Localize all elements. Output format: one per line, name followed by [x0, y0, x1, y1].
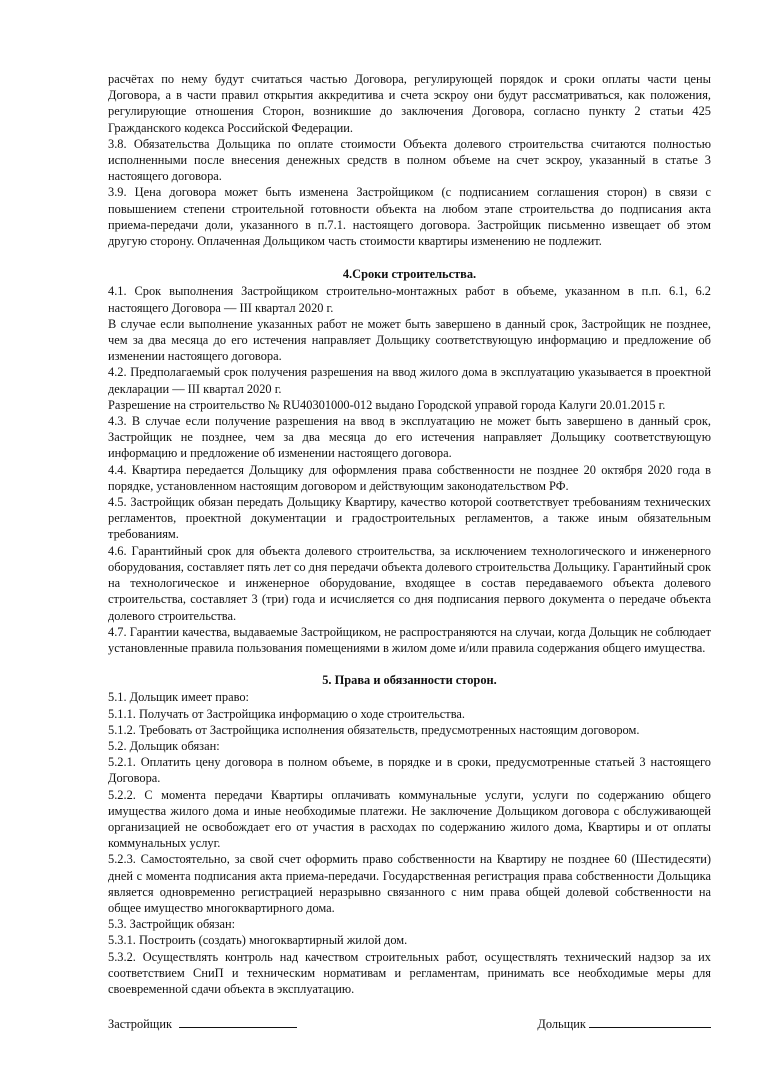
- contract-section: [108, 71, 711, 249]
- contract-clause: 5.1. Дольщик имеет право:: [108, 690, 250, 705]
- contract-section: [108, 672, 711, 997]
- contract-clause: 5.1.2. Требовать от Застройщика исполнения обязательств, предусмотренных настоящим договором.: [108, 722, 640, 737]
- contract-clause: 4.4. Квартира передается Дольщику для оформления права собственности не позднее 20 октября 2020 года в порядке, установленном настоящим договором и действующим законодательством РФ.: [108, 462, 711, 493]
- contract-clause: 5.3. Застройщик обязан:: [108, 917, 236, 932]
- contract-clause: расчётах по нему будут считаться частью Договора, регулирующей порядок и сроки оплаты части цены Договора, а в части правил открытия аккредитива и счета эскроу они будут рассматриваться, как положения, регулирующие отношения Сторон, возникшие до заключения Договора, согласно пункту 2 статьи 425 Гражданского кодекса Российской Федерации.: [108, 72, 711, 135]
- contract-clause: 4.1. Срок выполнения Застройщиком строительно-монтажных работ в объеме, указанном в п.п. 6.1, 6.2 настоящего Договора — III квартал 2020 г.: [108, 284, 711, 315]
- contract-clause: 4.2. Предполагаемый срок получения разрешения на ввод жилого дома в эксплуатацию указывается в проектной декларации — III квартал 2020 г.: [108, 365, 711, 396]
- contract-clause: 5.2. Дольщик обязан:: [108, 738, 220, 753]
- contract-clause: 5.1.1. Получать от Застройщика информацию о ходе строительства.: [108, 706, 466, 721]
- contract-clause: 5.2.2. С момента передачи Квартиры оплачивать коммунальные услуги, услуги по содержанию общего имущества жилого дома и иные необходимые платежи. Не заключение Дольщиком договора с обслуживающей организацией не освобождает его от участия в расходах по содержанию жилого дома, Квартиры и от оплаты коммунальных услуг.: [108, 787, 711, 851]
- developer-signature-line: [179, 1015, 297, 1028]
- contract-sections: [108, 71, 711, 997]
- contract-clause: 5.3.2. Осуществлять контроль над качеством строительных работ, осуществлять технический надзор за их соответствием СниП и техническим нормативам и регламентам, принимать все необходимые меры для своевременной сдачи объекта в эксплуатацию.: [108, 949, 711, 996]
- contract-clause: В случае если выполнение указанных работ не может быть завершено в данный срок, Застройщик не позднее, чем за два месяца до его истечения направляет Дольщику соответствующую информацию и предложение об изменении настоящего договора.: [108, 316, 711, 364]
- contract-clause: 4.5. Застройщик обязан передать Дольщику Квартиру, качество которой соответствует требованиям технических регламентов, проектной документации и градостроительных регламентов, а также иным обязательным требованиям.: [108, 495, 711, 542]
- section-heading: 4.Сроки строительства.: [342, 267, 477, 282]
- shareholder-signature: [537, 1015, 711, 1032]
- section-heading: 5. Права и обязанности сторон.: [322, 673, 497, 688]
- contract-clause: 5.2.3. Самостоятельно, за свой счет оформить право собственности на Квартиру не позднее 60 (Шестидесяти) дней с момента подписания акта приема-передачи. Государственная регистрация права собственности Дольщика является одновременно регистрацией неразрывно связанного с ним права общей долевой собственности на общее имущество многоквартирного дома.: [108, 852, 711, 915]
- contract-clause: Разрешение на строительство № RU40301000-012 выдано Городской управой города Калуги 20.01.2015 г.: [108, 397, 666, 412]
- contract-clause: 4.3. В случае если получение разрешения на ввод в эксплуатацию не может быть завершено в данный срок, Застройщик не позднее, чем за два месяца до его истечения направляет Дольщику соответствующую информацию и предложение об изменении настоящего договора.: [108, 414, 711, 461]
- contract-clause: 4.6. Гарантийный срок для объекта долевого строительства, за исключением технологического и инженерного оборудования, составляет пять лет со дня передачи объекта долевого строительства Дольщику. Гарантийный срок на технологическое и инженерное оборудование, входящее в состав передаваемого объекта долевого строительства, составляет 3 (три) года и исчисляется со дня подписания первого документа о передаче объекта долевого строительства.: [108, 543, 711, 623]
- contract-page: [108, 71, 711, 1032]
- contract-clause: 5.3.1. Построить (создать) многоквартирный жилой дом.: [108, 933, 408, 948]
- contract-section: [108, 266, 711, 656]
- shareholder-signature-label: Дольщик: [537, 1017, 586, 1032]
- developer-signature: [108, 1015, 297, 1032]
- signature-block: [108, 1015, 711, 1032]
- developer-signature-label: Застройщик: [108, 1017, 172, 1032]
- contract-clause: 4.7. Гарантии качества, выдаваемые Застройщиком, не распространяются на случаи, когда Дольщик не соблюдает установленные правила пользования помещениями в жилом доме и/или правила содержания общего имущества.: [108, 624, 711, 655]
- contract-clause: 3.8. Обязательства Дольщика по оплате стоимости Объекта долевого строительства считаются полностью исполненными после внесения денежных средств в полном объеме на счет эскроу, указанный в статье 3 настоящего договора.: [108, 136, 711, 184]
- shareholder-signature-line: [589, 1015, 711, 1028]
- contract-clause: 5.2.1. Оплатить цену договора в полном объеме, в порядке и в сроки, предусмотренные статьей 3 настоящего Договора.: [108, 755, 711, 786]
- contract-clause: 3.9. Цена договора может быть изменена Застройщиком (с подписанием соглашения сторон) в связи с повышением степени строительной готовности объекта на любом этапе строительства до подписания акта приема-передачи доли, указанного в п.7.1. настоящего договора. Застройщик письменно извещает об этом другую сторону. Оплаченная Дольщиком часть стоимости квартиры изменению не подлежит.: [108, 185, 711, 249]
